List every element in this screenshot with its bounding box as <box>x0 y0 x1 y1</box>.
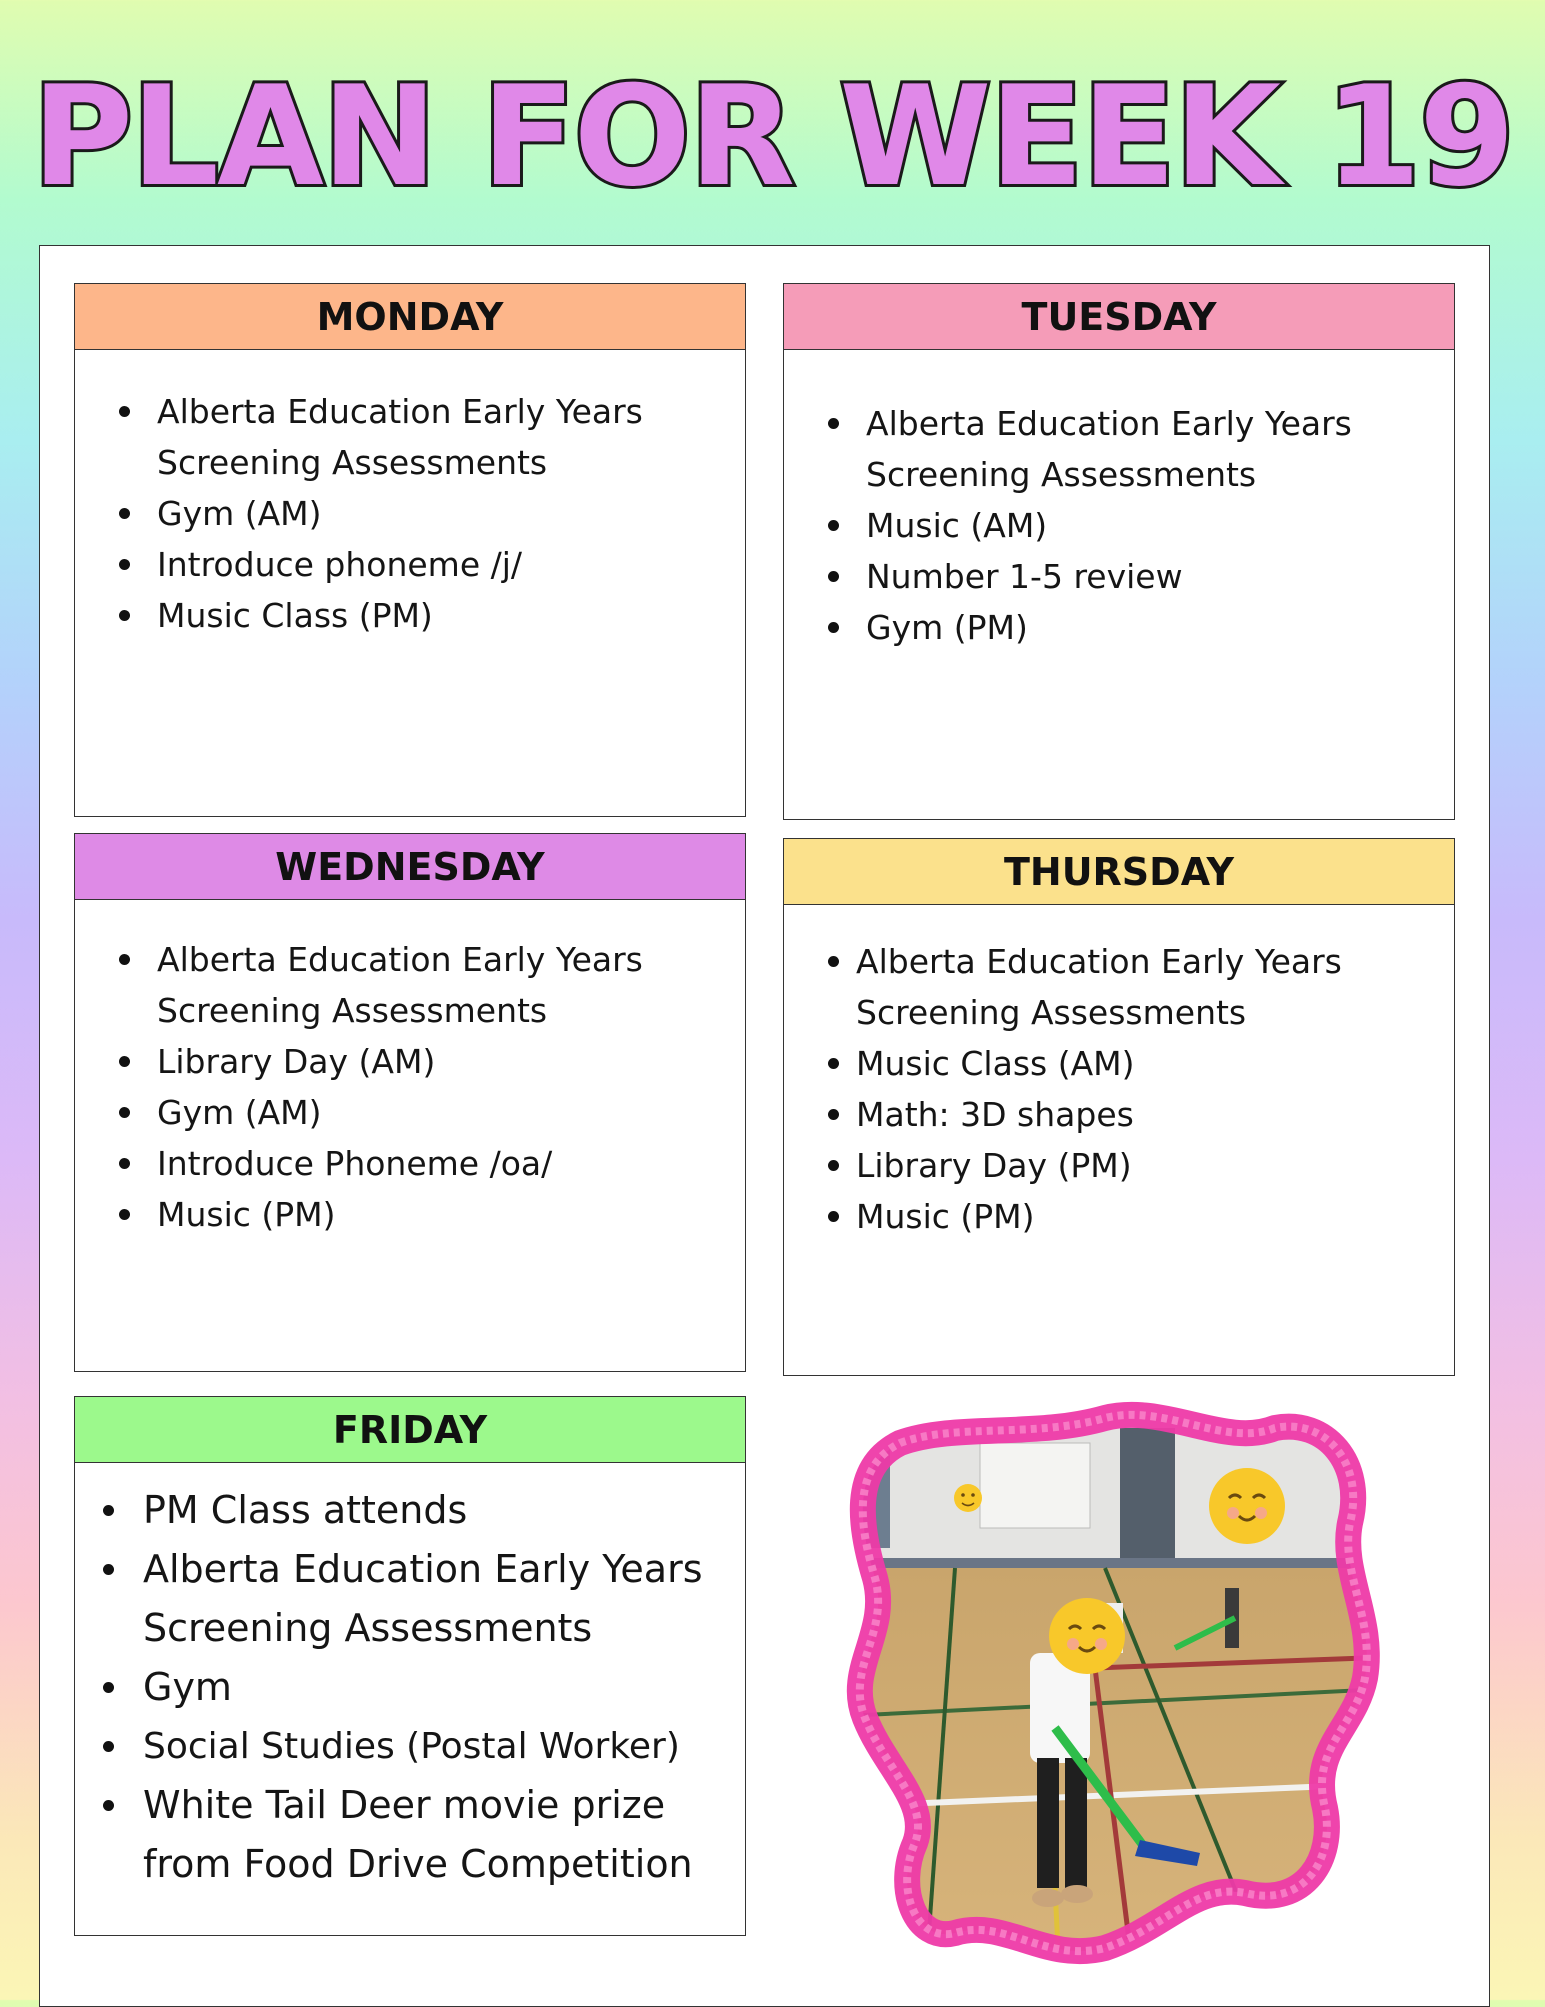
list-item: PM Class attends <box>75 1481 745 1540</box>
list-item: Alberta Education Early Years Screening Assessments <box>75 1540 703 1658</box>
smiley-face-icon <box>1049 1598 1125 1674</box>
day-header-wednesday: WEDNESDAY <box>75 834 745 900</box>
list-item: Number 1-5 review <box>784 551 1454 602</box>
day-list-monday <box>75 386 745 641</box>
day-header-friday: FRIDAY <box>75 1397 745 1463</box>
list-item: Music Class (AM) <box>784 1038 1454 1089</box>
photo-svg <box>805 1388 1405 1988</box>
list-item: Library Day (PM) <box>784 1140 1454 1191</box>
day-list-friday <box>75 1481 745 1894</box>
day-header-tuesday: TUESDAY <box>784 284 1454 350</box>
list-item: Music (AM) <box>784 500 1454 551</box>
list-item: Gym <box>75 1658 745 1717</box>
list-item: Gym (AM) <box>75 488 745 539</box>
smiley-face-icon <box>954 1484 982 1512</box>
list-item: White Tail Deer movie prize from Food Drive Competition <box>75 1776 703 1894</box>
list-item: Introduce Phoneme /oa/ <box>75 1138 745 1189</box>
day-card-friday <box>74 1396 746 1936</box>
day-card-monday <box>74 283 746 817</box>
list-item: Alberta Education Early Years Screening Assessments <box>784 398 1386 500</box>
list-item: Music (PM) <box>75 1189 745 1240</box>
list-item: Library Day (AM) <box>75 1036 745 1087</box>
day-card-thursday <box>783 838 1455 1376</box>
day-header-monday: MONDAY <box>75 284 745 350</box>
day-list-tuesday <box>784 398 1454 653</box>
day-list-wednesday <box>75 934 745 1240</box>
list-item: Gym (AM) <box>75 1087 745 1138</box>
day-card-wednesday <box>74 833 746 1372</box>
list-item: Alberta Education Early Years Screening Assessments <box>75 934 677 1036</box>
whiteboard <box>980 1443 1090 1528</box>
list-item: Introduce phoneme /j/ <box>75 539 745 590</box>
page-title: PLAN FOR WEEK 19 <box>31 56 1514 217</box>
gym-door <box>1120 1428 1175 1558</box>
list-item: Alberta Education Early Years Screening Assessments <box>784 936 1376 1038</box>
list-item: Music Class (PM) <box>75 590 745 641</box>
list-item: Social Studies (Postal Worker) <box>75 1717 745 1776</box>
list-item: Music (PM) <box>784 1191 1454 1242</box>
list-item: Gym (PM) <box>784 602 1454 653</box>
list-item: Math: 3D shapes <box>784 1089 1454 1140</box>
day-list-thursday <box>784 936 1454 1242</box>
gym-class-photo <box>805 1388 1405 1988</box>
day-card-tuesday <box>783 283 1455 820</box>
list-item: Alberta Education Early Years Screening Assessments <box>75 386 677 488</box>
smiley-face-icon <box>1209 1468 1285 1544</box>
day-header-thursday: THURSDAY <box>784 839 1454 905</box>
